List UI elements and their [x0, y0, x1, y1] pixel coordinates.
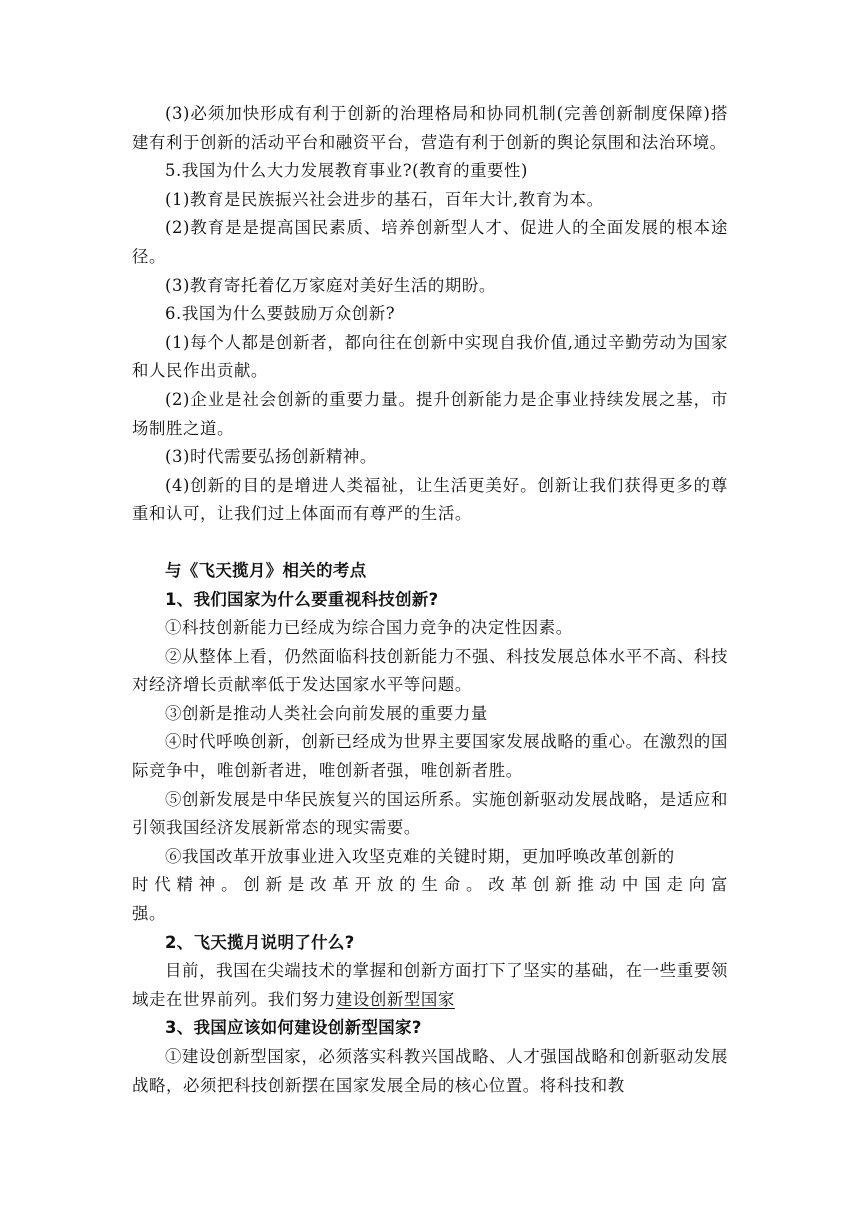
- answer-1-6-line-2: 时代精神。创新是改革开放的生命。改革创新推动中国走向富: [132, 875, 728, 895]
- section-gap: [132, 529, 728, 557]
- answer-3-1: ①建设创新型国家，必须落实科教兴国战略、人才强国战略和创新驱动发展战略，必须把科技创新摆在国家发展全局的核心位置。将科技和教: [132, 1047, 728, 1095]
- answer-5-3: (3)教育寄托着亿万家庭对美好生活的期盼。: [165, 275, 496, 295]
- question-6: 6.我国为什么要鼓励万众创新?: [165, 304, 396, 324]
- underlined-phrase: 建设创新型国家: [335, 989, 455, 1009]
- heading-1: 1、我们国家为什么要重视科技创新?: [165, 589, 439, 609]
- paragraph-innovation-governance: (3)必须加快形成有利于创新的治理格局和协同机制(完善创新制度保障)搭建有利于创新的活动平台和融资平台，营造有利于创新的舆论氛围和法治环境。: [132, 104, 728, 152]
- answer-5-1: (1)教育是民族振兴社会进步的基石，百年大计,教育为本。: [165, 189, 604, 209]
- answer-1-5: ⑤创新发展是中华民族复兴的国运所系。实施创新驱动发展战略，是适应和引领我国经济发展新常态的现实需要。: [132, 789, 728, 838]
- answer-6-2: (2)企业是社会创新的重要力量。提升创新能力是企事业持续发展之基，市场制胜之道。: [132, 389, 728, 438]
- question-5: 5.我国为什么大力发展教育事业?(教育的重要性): [165, 161, 529, 181]
- answer-1-3: ③创新是推动人类社会向前发展的重要力量: [165, 703, 488, 723]
- answer-2-1: [132, 957, 728, 1014]
- answer-6-3: (3)时代需要弘扬创新精神。: [165, 447, 377, 467]
- answer-1-4: ④时代呼唤创新，创新已经成为世界主要国家发展战略的重心。在激烈的国际竞争中，唯创新者进，唯创新者强，唯创新者胜。: [132, 732, 728, 781]
- heading-2: 2、飞天揽月说明了什么?: [165, 932, 355, 952]
- answer-1-6-line-3: 强。: [132, 904, 166, 924]
- document-body: [132, 100, 728, 1100]
- answer-1-2: ②从整体上看，仍然面临科技创新能力不强、科技发展总体水平不高、科技对经济增长贡献率低于发达国家水平等问题。: [132, 646, 728, 695]
- answer-5-2: (2)教育是是提高国民素质、培养创新型人才、促进人的全面发展的根本途径。: [132, 218, 728, 266]
- heading-3: 3、我国应该如何建设创新型国家?: [165, 1018, 422, 1038]
- answer-6-4: (4)创新的目的是增进人类福祉，让生活更美好。创新让我们获得更多的尊重和认可，让我们过上体面而有尊严的生活。: [132, 475, 728, 524]
- answer-2-1-text: 目前，我国在尖端技术的掌握和创新方面打下了坚实的基础，在一些重要领域走在世界前列。我们努力: [132, 961, 728, 1009]
- answer-6-1: (1)每个人都是创新者，都向往在创新中实现自我价值,通过辛勤劳动为国家和人民作出贡献。: [132, 332, 728, 381]
- answer-1-1: ①科技创新能力已经成为综合国力竞争的决定性因素。: [165, 618, 573, 638]
- answer-1-6-line-1: ⑥我国改革开放事业进入攻坚克难的关键时期，更加呼唤改革创新的: [165, 846, 675, 866]
- section-title: 与《飞天揽月》相关的考点: [165, 560, 367, 580]
